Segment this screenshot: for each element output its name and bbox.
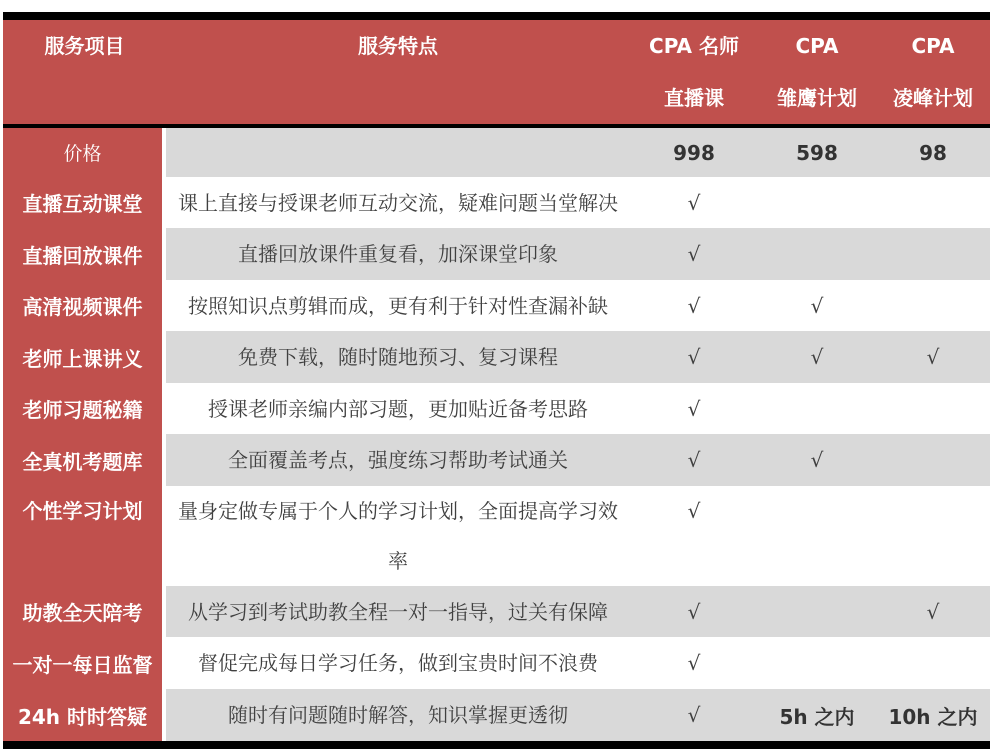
header-label-cpa-live-line1: CPA 名师 bbox=[649, 34, 739, 58]
value-cell-chuying-plan bbox=[758, 177, 876, 228]
row-content bbox=[166, 228, 990, 280]
table-row bbox=[3, 434, 990, 486]
value-cell-chuying-plan bbox=[758, 228, 876, 280]
row-content bbox=[166, 383, 990, 434]
row-label: 一对一每日监督 bbox=[3, 637, 162, 689]
feature-cell: 免费下载，随时随地预习、复习课程 bbox=[238, 345, 558, 369]
top-border-bar bbox=[3, 12, 990, 20]
value-cell-lingfeng-plan bbox=[876, 383, 990, 434]
value-cell-live-course: √ bbox=[687, 396, 701, 421]
table-header-row bbox=[3, 20, 990, 124]
value-cell-lingfeng-plan: 10h 之内 bbox=[888, 704, 978, 729]
table-row bbox=[3, 586, 990, 637]
table-body bbox=[3, 128, 990, 741]
header-cell-cpa-lingfeng-plan bbox=[876, 20, 990, 124]
value-cell-lingfeng-plan: √ bbox=[926, 599, 940, 624]
row-label: 个性学习计划 bbox=[3, 486, 162, 586]
header-label-service-item: 服务项目 bbox=[44, 34, 125, 58]
value-cell-chuying-plan bbox=[758, 383, 876, 434]
row-content bbox=[166, 586, 990, 637]
value-cell-chuying-plan: 5h 之内 bbox=[779, 704, 855, 729]
value-cell-live-course: √ bbox=[687, 448, 701, 472]
header-cell-cpa-live-course bbox=[630, 20, 758, 124]
feature-cell: 督促完成每日学习任务，做到宝贵时间不浪费 bbox=[198, 651, 598, 675]
value-cell-lingfeng-plan: √ bbox=[926, 345, 940, 369]
table-row bbox=[3, 177, 990, 228]
row-content bbox=[166, 280, 990, 331]
table-row bbox=[3, 280, 990, 331]
value-cell-lingfeng-plan: 98 bbox=[919, 140, 947, 165]
row-content bbox=[166, 689, 990, 741]
value-cell-lingfeng-plan bbox=[876, 177, 990, 228]
feature-cell: 授课老师亲编内部习题，更加贴近备考思路 bbox=[208, 396, 588, 421]
feature-cell: 从学习到考试助教全程一对一指导，过关有保障 bbox=[188, 599, 608, 624]
feature-cell: 直播回放课件重复看，加深课堂印象 bbox=[238, 242, 558, 266]
header-label-lingfeng-line2: 凌峰计划 bbox=[893, 86, 973, 110]
table-row bbox=[3, 486, 990, 586]
value-cell-live-course: √ bbox=[687, 190, 701, 215]
header-label-cpa-live-line2: 直播课 bbox=[664, 86, 724, 110]
value-cell-chuying-plan: √ bbox=[810, 293, 824, 318]
row-content bbox=[166, 177, 990, 228]
feature-cell bbox=[166, 128, 630, 177]
header-label-service-features: 服务特点 bbox=[358, 34, 438, 58]
value-cell-chuying-plan bbox=[758, 637, 876, 689]
header-cell-service-item bbox=[3, 20, 166, 124]
header-label-chuying-line1: CPA bbox=[795, 34, 839, 58]
row-label: 直播互动课堂 bbox=[3, 177, 162, 228]
value-cell-chuying-plan bbox=[758, 486, 876, 586]
value-cell-chuying-plan: 598 bbox=[796, 140, 838, 165]
value-cell-live-course: √ bbox=[687, 703, 701, 727]
feature-cell: 量身定做专属于个人的学习计划，全面提高学习效率 bbox=[178, 499, 618, 573]
table-row bbox=[3, 383, 990, 434]
row-label: 老师习题秘籍 bbox=[3, 383, 162, 434]
table-row bbox=[3, 228, 990, 280]
value-cell-chuying-plan: √ bbox=[810, 448, 824, 472]
row-content bbox=[166, 637, 990, 689]
row-label: 高清视频课件 bbox=[3, 280, 162, 331]
table-row bbox=[3, 689, 990, 741]
value-cell-lingfeng-plan bbox=[876, 486, 990, 586]
row-label: 直播回放课件 bbox=[3, 228, 162, 280]
header-cell-service-features bbox=[166, 20, 630, 124]
value-cell-live-course: √ bbox=[687, 242, 701, 266]
value-cell-live-course: 998 bbox=[673, 140, 715, 165]
value-cell-live-course: √ bbox=[687, 599, 701, 624]
row-label: 价格 bbox=[3, 128, 162, 177]
row-content bbox=[166, 331, 990, 383]
value-cell-chuying-plan: √ bbox=[810, 345, 824, 369]
header-cell-cpa-chuying-plan bbox=[758, 20, 876, 124]
row-content bbox=[166, 486, 990, 586]
feature-cell: 课上直接与授课老师互动交流，疑难问题当堂解决 bbox=[178, 190, 618, 215]
value-cell-live-course: √ bbox=[687, 345, 701, 369]
table-row bbox=[3, 128, 990, 177]
value-cell-live-course: √ bbox=[687, 293, 701, 318]
feature-cell: 随时有问题随时解答，知识掌握更透彻 bbox=[228, 703, 568, 727]
row-content bbox=[166, 434, 990, 486]
bottom-border-bar bbox=[3, 741, 990, 749]
value-cell-live-course: √ bbox=[687, 499, 701, 523]
feature-cell: 按照知识点剪辑而成，更有利于针对性查漏补缺 bbox=[188, 293, 608, 318]
row-content bbox=[166, 128, 990, 177]
table-row bbox=[3, 637, 990, 689]
value-cell-lingfeng-plan bbox=[876, 280, 990, 331]
row-label: 老师上课讲义 bbox=[3, 331, 162, 383]
header-label-lingfeng-line1: CPA bbox=[911, 34, 955, 58]
table-row bbox=[3, 331, 990, 383]
service-comparison-table bbox=[3, 12, 990, 749]
row-label: 24h 时时答疑 bbox=[3, 689, 162, 741]
value-cell-lingfeng-plan bbox=[876, 228, 990, 280]
feature-cell: 全面覆盖考点，强度练习帮助考试通关 bbox=[228, 448, 568, 472]
value-cell-lingfeng-plan bbox=[876, 434, 990, 486]
value-cell-chuying-plan bbox=[758, 586, 876, 637]
row-label: 全真机考题库 bbox=[3, 434, 162, 486]
header-label-chuying-line2: 雏鹰计划 bbox=[777, 86, 857, 110]
value-cell-live-course: √ bbox=[687, 651, 701, 675]
row-label: 助教全天陪考 bbox=[3, 586, 162, 637]
value-cell-lingfeng-plan bbox=[876, 637, 990, 689]
